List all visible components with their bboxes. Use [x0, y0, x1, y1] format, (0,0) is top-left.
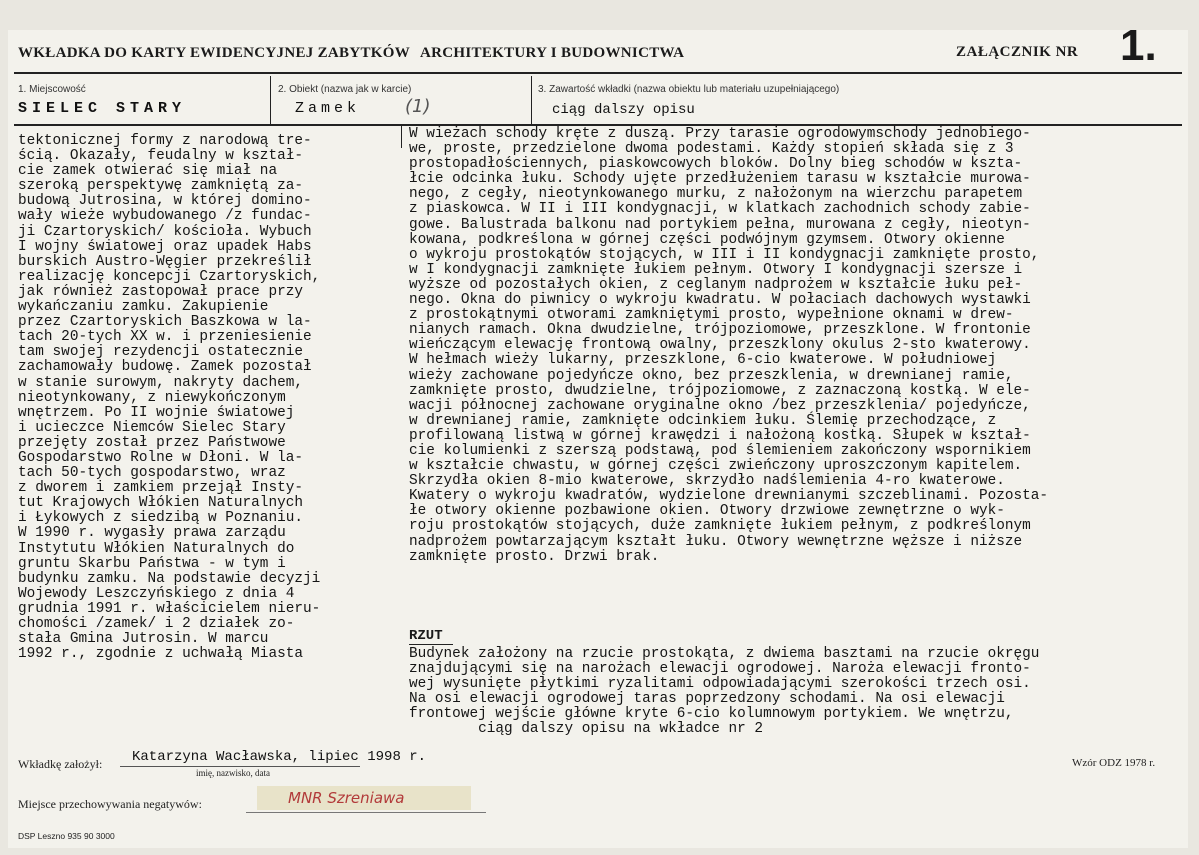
text-line: budynku zamku. Na podstawie decyzji: [18, 570, 321, 587]
author-sublabel: imię, nazwisko, data: [196, 768, 270, 778]
text-line: ścią. Okazały, feudalny w kształ-: [18, 148, 303, 165]
author-value: Katarzyna Wacławska, lipiec 1998 r.: [132, 749, 427, 765]
left-text-column: [18, 134, 398, 662]
author-label: Wkładkę założył:: [18, 757, 103, 771]
text-line: nianych ramach. Okna dwudzielne, trójpoziomowe, przeszklone. W frontonie: [409, 322, 1031, 339]
text-line: i Łykowych z siedzibą w Poznaniu.: [18, 510, 303, 527]
title-part-2: ARCHITEKTURY I BUDOWNICTWA: [420, 45, 685, 61]
text-line: wacji północnej zachowane oryginalne okno /bez przeszklenia/ pojedyńcze,: [409, 397, 1031, 414]
text-line: roju prostokątów stojących, duże zamknięte łukiem pełnym, z podkreślonym: [409, 518, 1031, 535]
text-line: tektonicznej formy z narodową tre-: [18, 133, 312, 149]
text-line: łcie odcinka łuku. Schody ujęte przedłużeniem tarasu w kształcie murowa-: [409, 171, 1031, 188]
text-line: W hełmach wieży lukarny, przeszklone, 6-cio kwaterowe. W południowej: [409, 352, 997, 369]
text-line: w drewnianej ramie, zamknięte odcinkiem łuku. Ślemię przechodzące, z: [409, 412, 997, 429]
text-line: nadprożem powtarzającym kształt łuku. Otwory wewnętrzne węższe i niższe: [409, 533, 1023, 550]
right-text-column: [409, 127, 1189, 565]
rzut-underline: [409, 644, 453, 645]
negatives-value: MNR Szreniawa: [288, 789, 405, 807]
annex-label: ZAŁĄCZNIK NR: [956, 44, 1079, 60]
text-line: wały wieże wybudowanego /z fundac-: [18, 208, 312, 225]
text-line: cie kolumienki z szerszą podstawą, pod ślemieniem zakończony wspornikiem: [409, 442, 1031, 459]
text-line: w kształcie chwastu, w górnej części zwieńczony uproszczonym kapitelem.: [409, 458, 1023, 475]
text-line: prostopadłościennych, piaskowcowych bloków. Dolny bieg schodów w kszta-: [409, 156, 1023, 173]
object-label: 2. Obiekt (nazwa jak w karcie): [278, 84, 412, 95]
text-line: wyższe od pozostałych okien, z ceglanym nadprożem w kształcie łuku peł-: [409, 276, 1023, 293]
text-line: o wykroju prostokątów stojących, w III i II kondygnacji zamknięte prosto,: [409, 246, 1040, 263]
text-line: przez Czartoryskich Baszkowa w la-: [18, 314, 312, 331]
text-line: 1992 r., zgodnie z uchwałą Miasta: [18, 646, 303, 663]
text-line: szeroką perspektywę zamkniętą za-: [18, 178, 303, 195]
text-line: wej wysunięte płytkimi ryzalitami odpowiadającymi szerokości trzech osi.: [409, 676, 1031, 693]
rzut-heading: RZUT: [409, 628, 443, 644]
text-line: z prostokątnymi otworami zamkniętymi prosto, wypełnione oknami w drew-: [409, 307, 1014, 324]
author-underline: [120, 766, 360, 767]
form-version: Wzór ODZ 1978 r.: [1072, 757, 1156, 769]
document-title: [18, 45, 684, 62]
text-line: we, proste, przedzielone dwoma podestami. Każdy stopień składa się z 3: [409, 141, 1014, 158]
text-line: wieńczącym elewację frontową owalny, przeszklony okulus 2-sto kwaterowy.: [409, 337, 1031, 354]
header-top-rule: [14, 72, 1182, 74]
text-line: nego. Okna do piwnicy o wykroju kwadratu. W połaciach dachowych wystawki: [409, 292, 1031, 309]
text-line: Gospodarstwo Rolne w Dłoni. W la-: [18, 449, 303, 466]
text-line: realizację koncepcji Czartoryskich,: [18, 268, 321, 285]
text-line: w stanie surowym, nakryty dachem,: [18, 374, 303, 391]
text-line: Wojewody Leszczyńskiego z dnia 4: [18, 585, 295, 602]
text-line: zachamowały budowę. Zamek pozostał: [18, 359, 312, 376]
text-line: gruntu Skarbu Państwa - w tym i: [18, 555, 286, 572]
text-line: tach 20-tych XX w. i przeniesienie: [18, 329, 312, 346]
text-line: znajdującymi się na narożach elewacji ogrodowej. Naroża elewacji fronto-: [409, 661, 1031, 678]
object-value: Zamek: [295, 100, 361, 117]
text-line: zamknięte prosto, dwudzielne, trójpoziomowe, z zaznaczoną kostką. W ele-: [409, 382, 1031, 399]
text-line: ciąg dalszy opisu na wkładce nr 2: [409, 721, 764, 738]
text-line: z dworem i zamkiem przejął Insty-: [18, 480, 303, 497]
header-divider-2: [531, 76, 532, 124]
text-line: Instytutu Włókien Naturalnych do: [18, 540, 295, 557]
text-line: frontowej wejście główne kryte 6-cio kolumnowym portykiem. We wnętrzu,: [409, 706, 1014, 723]
text-line: I wojny światowej oraz upadek Habs: [18, 238, 312, 255]
text-line: budową Jutrosina, w której domino-: [18, 193, 312, 210]
text-line: ji Czartoryskich/ kościoła. Wybuch: [18, 223, 312, 240]
text-line: kowana, podkreślona w górnej części podwójnym gzymsem. Otwory okienne: [409, 231, 1005, 248]
object-note: (1): [405, 96, 431, 117]
content-value: ciąg dalszy opisu: [552, 102, 695, 118]
text-line: tut Krajowych Włókien Naturalnych: [18, 495, 303, 512]
header-divider-1: [270, 76, 271, 124]
rzut-text: [409, 647, 1189, 738]
text-line: przejęty został przez Państwowe: [18, 434, 286, 451]
text-line: gowe. Balustrada balkonu nad portykiem pełna, murowana z cegły, nieotyn-: [409, 216, 1031, 233]
text-line: wieży zachowane pojedyńcze okno, bez przeszklenia, w drewnianej ramie,: [409, 367, 1014, 384]
negatives-label: Miejsce przechowywania negatywów:: [18, 797, 202, 811]
location-label: 1. Miejscowość: [18, 84, 86, 95]
text-line: Kwatery o wykroju kwadratów, wydzielone drewnianymi szczeblinami. Pozosta-: [409, 488, 1049, 505]
text-line: stała Gmina Jutrosin. W marcu: [18, 631, 269, 648]
text-line: wykańczaniu zamku. Zakupienie: [18, 299, 269, 316]
negatives-underline: [246, 812, 486, 813]
title-part-1: WKŁADKA DO KARTY EWIDENCYJNEJ ZABYTKÓW: [18, 45, 411, 61]
text-line: Na osi elewacji ogrodowej taras poprzedzony schodami. Na osi elewacji: [409, 691, 1005, 708]
location-value: SIELEC STARY: [18, 100, 187, 117]
text-line: tach 50-tych gospodarstwo, wraz: [18, 465, 286, 482]
text-line: zamknięte prosto. Drzwi brak.: [409, 548, 660, 565]
text-line: cie zamek otwierać się miał na: [18, 163, 278, 180]
text-line: tam swojej rezydencji ostatecznie: [18, 344, 303, 361]
text-line: Skrzydła okien 8-mio kwaterowe, skrzydło nadślemienia 4-ro kwaterowe.: [409, 473, 1005, 490]
text-line: W wieżach schody kręte z duszą. Przy tarasie ogrodowymschody jednobiego-: [409, 126, 1031, 142]
text-line: burskich Austro-Węgier przekreślił: [18, 253, 312, 270]
text-line: jak również zastopował prace przy: [18, 283, 303, 300]
text-line: z piaskowca. W II i III kondygnacji, w klatkach zachodnich schody zabie-: [409, 201, 1031, 218]
printer-mark: DSP Leszno 935 90 3000: [18, 831, 115, 841]
text-line: profilowaną listwą w górnej krawędzi i nałożoną kostką. Słupek w kształ-: [409, 427, 1031, 444]
text-line: grudnia 1991 r. właścicielem nieru-: [18, 600, 321, 617]
text-line: nieotynkowany, z niewykończonym: [18, 389, 286, 406]
annex-number: 1.: [1120, 21, 1157, 70]
text-line: nego, z cegły, nieotynkowanego murku, z nałożonym na wierzchu parapetem: [409, 186, 1023, 203]
text-line: W 1990 r. wygasły prawa zarządu: [18, 525, 286, 542]
content-label: 3. Zawartość wkładki (nazwa obiektu lub materiału uzupełniającego): [538, 84, 840, 95]
text-line: Budynek założony na rzucie prostokąta, z dwiema basztami na rzucie okręgu: [409, 646, 1040, 662]
text-line: łe otwory okienne pozbawione okien. Otwory drzwiowe zewnętrzne o wyk-: [409, 503, 1005, 520]
text-line: chomości /zamek/ i 2 działek zo-: [18, 616, 295, 632]
text-line: wnętrzem. Po II wojnie światowej: [18, 404, 295, 421]
text-line: i ucieczce Niemców Sielec Stary: [18, 419, 286, 436]
text-line: w I kondygnacji zamknięte łukiem pełnym. Otwory I kondygnacji szersze i: [409, 261, 1023, 278]
column-divider: [401, 126, 402, 148]
